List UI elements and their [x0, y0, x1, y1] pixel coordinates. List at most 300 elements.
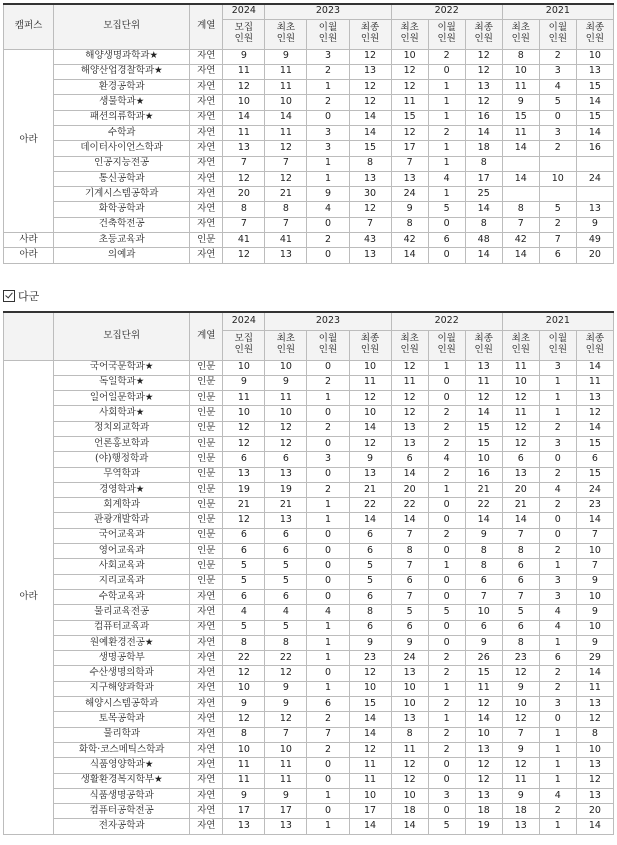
table-row — [4, 681, 614, 696]
value-cell: 10 — [265, 406, 307, 421]
value-cell: 12 — [465, 758, 502, 773]
value-cell: 3 — [539, 360, 576, 375]
value-cell: 2 — [307, 233, 349, 248]
value-cell: 0 — [428, 589, 465, 604]
value-cell: 12 — [349, 742, 391, 757]
track-cell: 자연 — [190, 187, 223, 202]
value-cell: 6 — [391, 574, 428, 589]
value-cell: 17 — [391, 141, 428, 156]
header-move: 이월 인원 — [307, 330, 349, 360]
value-cell: 0 — [307, 110, 349, 125]
value-cell: 18 — [502, 804, 539, 819]
table-row — [4, 467, 614, 482]
value-cell: 13 — [465, 360, 502, 375]
value-cell: 12 — [465, 697, 502, 712]
header-year-2022: 2022 — [391, 312, 502, 330]
unit-cell: 원예환경전공★ — [54, 635, 190, 650]
header-first: 최초 인원 — [391, 330, 428, 360]
header-unit: 모집단위 — [54, 4, 190, 49]
track-cell: 자연 — [190, 171, 223, 186]
value-cell: 5 — [349, 559, 391, 574]
value-cell: 13 — [576, 697, 613, 712]
value-cell: 1 — [428, 187, 465, 202]
value-cell: 12 — [502, 391, 539, 406]
table-row — [4, 110, 614, 125]
value-cell: 10 — [223, 406, 265, 421]
unit-cell: 토목공학과 — [54, 712, 190, 727]
header-first: 최초 인원 — [265, 330, 307, 360]
value-cell: 12 — [576, 773, 613, 788]
value-cell: 2 — [539, 467, 576, 482]
header-campus-blank — [4, 312, 54, 360]
value-cell: 11 — [502, 406, 539, 421]
track-cell: 인문 — [190, 406, 223, 421]
value-cell: 0 — [428, 544, 465, 559]
value-cell: 1 — [428, 712, 465, 727]
table-row — [4, 727, 614, 742]
table-row — [4, 421, 614, 436]
value-cell: 12 — [265, 712, 307, 727]
track-cell: 자연 — [190, 819, 223, 834]
value-cell: 20 — [576, 804, 613, 819]
value-cell: 15 — [465, 666, 502, 681]
value-cell: 14 — [223, 110, 265, 125]
value-cell: 9 — [223, 49, 265, 64]
header-first: 최초 인원 — [391, 19, 428, 49]
value-cell: 8 — [502, 49, 539, 64]
value-cell: 12 — [265, 141, 307, 156]
track-cell: 인문 — [190, 436, 223, 451]
table-body — [4, 49, 614, 263]
value-cell: 2 — [428, 467, 465, 482]
value-cell: 10 — [576, 589, 613, 604]
track-cell: 인문 — [190, 528, 223, 543]
value-cell: 12 — [502, 436, 539, 451]
value-cell: 14 — [502, 141, 539, 156]
table-row — [4, 589, 614, 604]
value-cell: 14 — [502, 248, 539, 263]
track-cell: 자연 — [190, 110, 223, 125]
value-cell: 7 — [391, 559, 428, 574]
value-cell: 12 — [349, 80, 391, 95]
value-cell: 48 — [465, 233, 502, 248]
value-cell: 10 — [576, 620, 613, 635]
value-cell: 13 — [391, 712, 428, 727]
value-cell: 12 — [502, 666, 539, 681]
unit-cell: 인공지능전공 — [54, 156, 190, 171]
value-cell: 6 — [265, 452, 307, 467]
track-cell: 인문 — [190, 498, 223, 513]
value-cell: 11 — [265, 391, 307, 406]
value-cell: 8 — [223, 635, 265, 650]
section-title-text: 다군 — [18, 290, 40, 303]
value-cell: 14 — [576, 360, 613, 375]
value-cell: 16 — [465, 110, 502, 125]
value-cell: 13 — [223, 819, 265, 834]
header-year-2021: 2021 — [502, 312, 613, 330]
value-cell: 12 — [391, 125, 428, 140]
value-cell: 2 — [428, 436, 465, 451]
unit-cell: 경영학과★ — [54, 482, 190, 497]
value-cell: 13 — [576, 758, 613, 773]
value-cell: 6 — [349, 544, 391, 559]
value-cell: 0 — [428, 773, 465, 788]
value-cell: 12 — [465, 391, 502, 406]
value-cell: 5 — [391, 605, 428, 620]
header-track: 계열 — [190, 4, 223, 49]
value-cell: 10 — [576, 49, 613, 64]
value-cell: 10 — [223, 95, 265, 110]
unit-cell: 사회교육과 — [54, 559, 190, 574]
value-cell: 12 — [391, 80, 428, 95]
value-cell: 7 — [223, 217, 265, 232]
unit-cell: 데이터사이언스학과 — [54, 141, 190, 156]
table-row — [4, 605, 614, 620]
value-cell: 13 — [576, 391, 613, 406]
value-cell: 11 — [502, 773, 539, 788]
value-cell: 6 — [223, 528, 265, 543]
header-move: 이월 인원 — [539, 330, 576, 360]
value-cell: 23 — [502, 651, 539, 666]
value-cell: 6 — [502, 574, 539, 589]
value-cell: 24 — [576, 482, 613, 497]
value-cell: 1 — [307, 635, 349, 650]
value-cell: 22 — [465, 498, 502, 513]
track-cell: 자연 — [190, 712, 223, 727]
value-cell: 14 — [465, 513, 502, 528]
value-cell: 12 — [223, 666, 265, 681]
value-cell: 11 — [576, 681, 613, 696]
value-cell — [539, 156, 576, 171]
value-cell: 10 — [223, 360, 265, 375]
value-cell: 0 — [307, 360, 349, 375]
value-cell: 2 — [428, 528, 465, 543]
value-cell: 4 — [539, 605, 576, 620]
value-cell: 1 — [307, 788, 349, 803]
value-cell: 3 — [539, 697, 576, 712]
value-cell: 6 — [502, 620, 539, 635]
value-cell: 12 — [391, 758, 428, 773]
value-cell: 8 — [576, 727, 613, 742]
unit-cell: 건축학전공 — [54, 217, 190, 232]
value-cell: 11 — [223, 125, 265, 140]
value-cell: 13 — [502, 467, 539, 482]
track-cell: 인문 — [190, 482, 223, 497]
value-cell: 1 — [428, 482, 465, 497]
value-cell: 4 — [428, 171, 465, 186]
value-cell: 1 — [307, 171, 349, 186]
track-cell: 자연 — [190, 589, 223, 604]
unit-cell: 언론홍보학과 — [54, 436, 190, 451]
header-year-2024: 2024 — [223, 312, 265, 330]
value-cell: 6 — [265, 589, 307, 604]
value-cell: 3 — [307, 141, 349, 156]
value-cell: 7 — [391, 528, 428, 543]
table-row — [4, 819, 614, 834]
track-cell: 자연 — [190, 95, 223, 110]
value-cell: 11 — [265, 773, 307, 788]
value-cell: 10 — [223, 742, 265, 757]
value-cell: 10 — [391, 49, 428, 64]
value-cell: 1 — [428, 95, 465, 110]
value-cell: 7 — [223, 156, 265, 171]
value-cell: 0 — [428, 391, 465, 406]
value-cell: 14 — [465, 712, 502, 727]
value-cell: 12 — [391, 773, 428, 788]
value-cell: 11 — [502, 80, 539, 95]
table-row — [4, 666, 614, 681]
value-cell: 13 — [349, 248, 391, 263]
table-row — [4, 64, 614, 79]
value-cell: 14 — [576, 819, 613, 834]
value-cell: 12 — [465, 773, 502, 788]
unit-cell: 수학교육과 — [54, 589, 190, 604]
value-cell: 1 — [307, 391, 349, 406]
value-cell: 4 — [539, 620, 576, 635]
value-cell: 10 — [465, 452, 502, 467]
value-cell: 5 — [539, 95, 576, 110]
value-cell: 4 — [539, 788, 576, 803]
value-cell: 18 — [465, 141, 502, 156]
value-cell: 20 — [223, 187, 265, 202]
header-year-2021: 2021 — [502, 4, 613, 19]
value-cell: 12 — [223, 513, 265, 528]
value-cell: 3 — [539, 436, 576, 451]
track-cell: 자연 — [190, 217, 223, 232]
header-year-2023: 2023 — [265, 4, 391, 19]
value-cell: 2 — [539, 498, 576, 513]
value-cell: 7 — [265, 217, 307, 232]
value-cell: 1 — [307, 156, 349, 171]
track-cell: 자연 — [190, 202, 223, 217]
value-cell: 17 — [349, 804, 391, 819]
value-cell: 2 — [307, 95, 349, 110]
value-cell: 5 — [349, 574, 391, 589]
value-cell: 19 — [265, 482, 307, 497]
unit-cell: 통신공학과 — [54, 171, 190, 186]
value-cell: 10 — [265, 95, 307, 110]
value-cell: 7 — [349, 217, 391, 232]
value-cell: 1 — [539, 727, 576, 742]
value-cell: 2 — [539, 666, 576, 681]
value-cell: 16 — [576, 141, 613, 156]
value-cell: 0 — [307, 436, 349, 451]
table-row — [4, 773, 614, 788]
value-cell: 11 — [223, 773, 265, 788]
value-cell: 2 — [307, 742, 349, 757]
value-cell: 11 — [391, 95, 428, 110]
table-row — [4, 452, 614, 467]
value-cell: 9 — [502, 742, 539, 757]
value-cell: 17 — [265, 804, 307, 819]
value-cell: 1 — [307, 651, 349, 666]
table-row — [4, 712, 614, 727]
header-first: 최초 인원 — [502, 330, 539, 360]
value-cell: 14 — [465, 248, 502, 263]
value-cell: 1 — [307, 819, 349, 834]
value-cell: 12 — [502, 712, 539, 727]
value-cell: 15 — [349, 141, 391, 156]
value-cell: 14 — [391, 467, 428, 482]
track-cell: 인문 — [190, 391, 223, 406]
value-cell: 12 — [223, 436, 265, 451]
unit-cell: 식품영양학과★ — [54, 758, 190, 773]
value-cell: 14 — [576, 666, 613, 681]
value-cell: 2 — [539, 681, 576, 696]
header-final: 최종 인원 — [349, 19, 391, 49]
campus-cell: 아라 — [4, 248, 54, 263]
track-cell: 인문 — [190, 360, 223, 375]
unit-cell: 지구해양과학과 — [54, 681, 190, 696]
value-cell: 26 — [465, 651, 502, 666]
value-cell: 1 — [428, 156, 465, 171]
table-row — [4, 375, 614, 390]
table-row — [4, 788, 614, 803]
table-row — [4, 436, 614, 451]
value-cell: 14 — [465, 202, 502, 217]
table-row — [4, 202, 614, 217]
value-cell: 7 — [307, 727, 349, 742]
header-final: 최종 인원 — [576, 330, 613, 360]
unit-cell: 컴퓨터교육과 — [54, 620, 190, 635]
value-cell: 1 — [539, 391, 576, 406]
value-cell: 11 — [265, 64, 307, 79]
value-cell: 13 — [349, 64, 391, 79]
unit-cell: 패션의류학과★ — [54, 110, 190, 125]
value-cell: 2 — [428, 697, 465, 712]
value-cell: 11 — [465, 681, 502, 696]
track-cell: 인문 — [190, 559, 223, 574]
value-cell: 1 — [307, 80, 349, 95]
value-cell: 12 — [391, 391, 428, 406]
value-cell: 8 — [465, 156, 502, 171]
value-cell: 0 — [307, 559, 349, 574]
value-cell: 12 — [349, 95, 391, 110]
value-cell: 8 — [391, 544, 428, 559]
value-cell: 2 — [428, 651, 465, 666]
unit-cell: 초등교육과 — [54, 233, 190, 248]
header-move: 이월 인원 — [428, 19, 465, 49]
value-cell: 15 — [576, 110, 613, 125]
unit-cell: 영어교육과 — [54, 544, 190, 559]
value-cell: 12 — [349, 49, 391, 64]
unit-cell: 생물학과★ — [54, 95, 190, 110]
value-cell: 0 — [307, 528, 349, 543]
value-cell: 11 — [502, 125, 539, 140]
value-cell: 2 — [539, 49, 576, 64]
value-cell — [502, 187, 539, 202]
unit-cell: 독일학과★ — [54, 375, 190, 390]
value-cell: 11 — [576, 375, 613, 390]
value-cell: 9 — [223, 375, 265, 390]
header-first: 최초 인원 — [502, 19, 539, 49]
value-cell: 0 — [307, 758, 349, 773]
value-cell: 1 — [428, 681, 465, 696]
value-cell: 14 — [349, 513, 391, 528]
track-cell: 자연 — [190, 666, 223, 681]
admission-table-2 — [3, 311, 614, 835]
value-cell: 14 — [576, 513, 613, 528]
track-cell: 인문 — [190, 452, 223, 467]
value-cell: 6 — [223, 544, 265, 559]
unit-cell: 국어교육과 — [54, 528, 190, 543]
value-cell: 8 — [502, 544, 539, 559]
value-cell: 8 — [349, 605, 391, 620]
value-cell: 10 — [539, 171, 576, 186]
table-row — [4, 187, 614, 202]
value-cell: 0 — [539, 528, 576, 543]
value-cell: 13 — [465, 742, 502, 757]
value-cell: 0 — [428, 375, 465, 390]
track-cell: 자연 — [190, 804, 223, 819]
table-row — [4, 651, 614, 666]
value-cell: 9 — [265, 375, 307, 390]
unit-cell: 수산생명의학과 — [54, 666, 190, 681]
value-cell: 15 — [391, 110, 428, 125]
value-cell: 0 — [428, 574, 465, 589]
value-cell: 6 — [539, 651, 576, 666]
value-cell: 6 — [223, 589, 265, 604]
value-cell: 14 — [391, 819, 428, 834]
value-cell: 11 — [391, 742, 428, 757]
unit-cell: 물리교육전공 — [54, 605, 190, 620]
value-cell: 13 — [349, 467, 391, 482]
value-cell: 24 — [576, 171, 613, 186]
table-row — [4, 544, 614, 559]
value-cell: 0 — [539, 452, 576, 467]
value-cell: 10 — [576, 544, 613, 559]
value-cell: 9 — [502, 681, 539, 696]
value-cell: 12 — [349, 391, 391, 406]
table-row — [4, 635, 614, 650]
value-cell: 11 — [265, 125, 307, 140]
value-cell: 13 — [223, 141, 265, 156]
value-cell: 19 — [223, 482, 265, 497]
value-cell: 6 — [349, 528, 391, 543]
value-cell: 1 — [307, 513, 349, 528]
value-cell: 15 — [576, 436, 613, 451]
value-cell: 4 — [539, 80, 576, 95]
table-row — [4, 217, 614, 232]
value-cell: 0 — [307, 804, 349, 819]
value-cell: 13 — [576, 202, 613, 217]
value-cell: 15 — [576, 467, 613, 482]
value-cell: 0 — [307, 666, 349, 681]
track-cell: 인문 — [190, 375, 223, 390]
value-cell: 7 — [502, 217, 539, 232]
value-cell: 7 — [502, 727, 539, 742]
table-row — [4, 125, 614, 140]
value-cell: 21 — [265, 498, 307, 513]
value-cell: 15 — [465, 421, 502, 436]
value-cell: 9 — [502, 788, 539, 803]
value-cell: 18 — [465, 804, 502, 819]
unit-cell: 해양시스템공학과 — [54, 697, 190, 712]
value-cell: 11 — [223, 391, 265, 406]
value-cell: 7 — [502, 528, 539, 543]
unit-cell: 정치외교학과 — [54, 421, 190, 436]
track-cell: 자연 — [190, 125, 223, 140]
value-cell: 12 — [349, 666, 391, 681]
value-cell: 2 — [428, 666, 465, 681]
value-cell: 17 — [223, 804, 265, 819]
value-cell: 9 — [465, 528, 502, 543]
value-cell: 5 — [428, 819, 465, 834]
value-cell: 10 — [349, 681, 391, 696]
unit-cell: 의예과 — [54, 248, 190, 263]
value-cell: 1 — [539, 819, 576, 834]
value-cell: 0 — [428, 758, 465, 773]
